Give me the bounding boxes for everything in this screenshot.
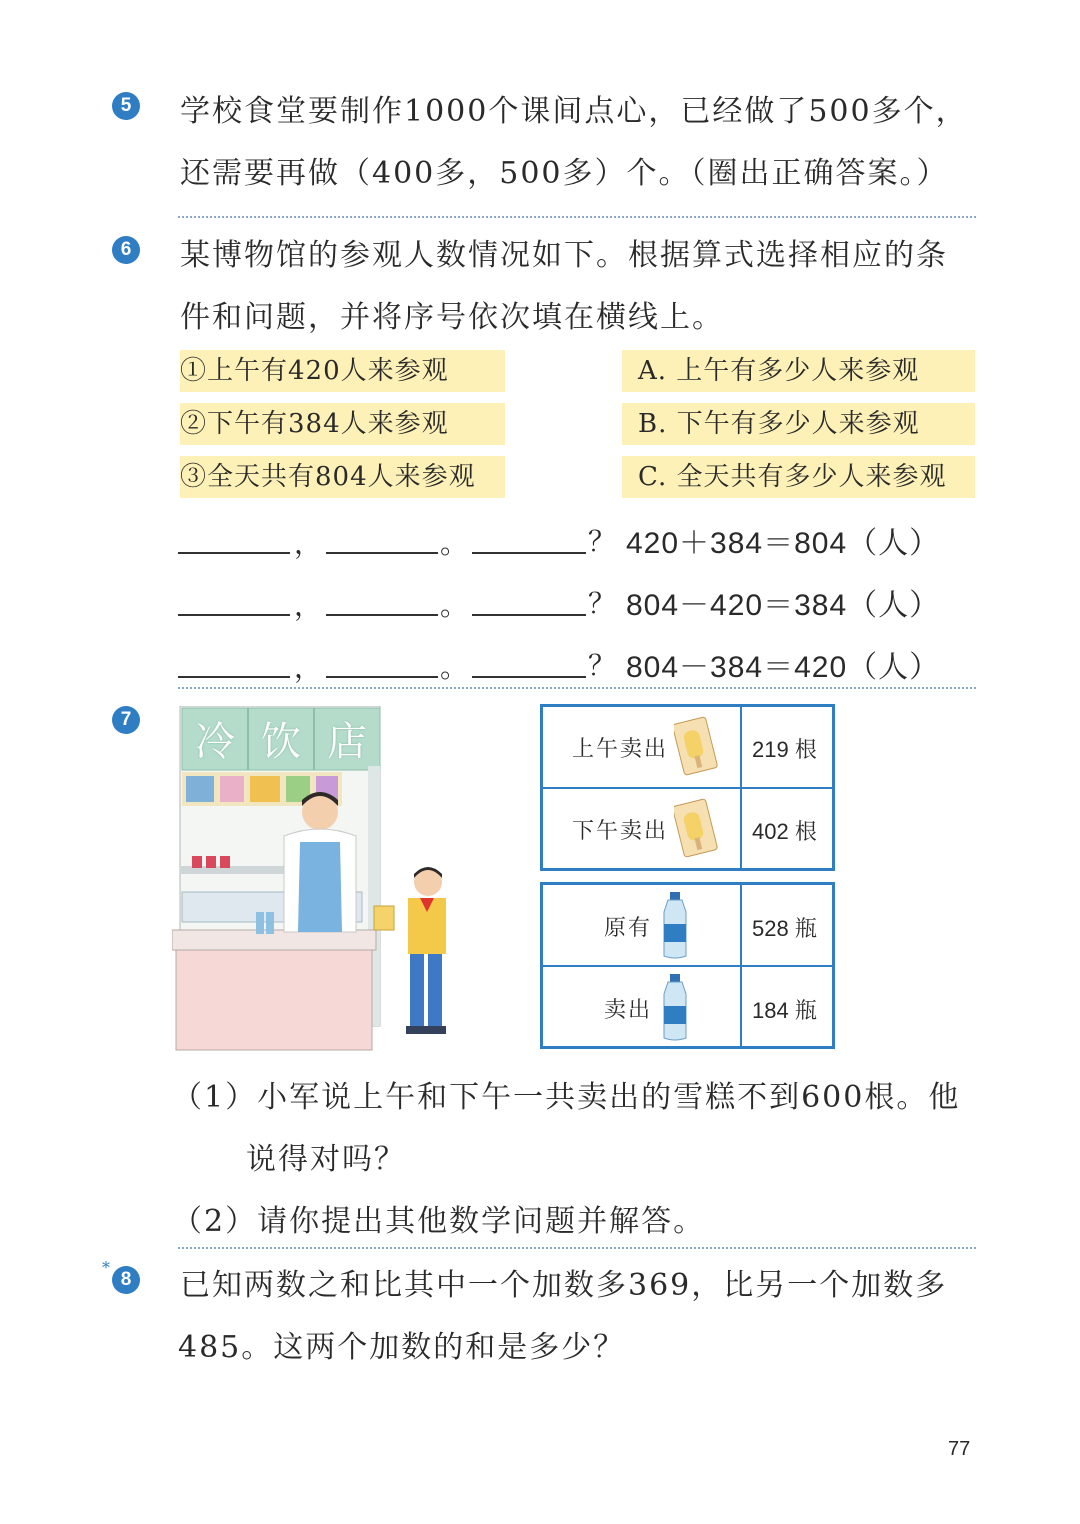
- row-value: 184 瓶: [752, 998, 817, 1023]
- q5-text-line1: 学校食堂要制作1000个课间点心，已经做了500多个，: [180, 94, 968, 129]
- period: 。: [440, 589, 469, 622]
- question-A: A. 上午有多少人来参观: [622, 350, 975, 392]
- period: 。: [440, 651, 469, 684]
- row-label: 下午卖出: [572, 819, 669, 844]
- icecream-table: [540, 704, 835, 871]
- divider: [178, 687, 976, 689]
- q8-text-line1: 已知两数之和比其中一个加数多369，比另一个加数多: [180, 1268, 948, 1303]
- divider: [178, 1247, 976, 1249]
- shop-sign-char: 冷: [195, 719, 235, 765]
- q6-text-line2: 件和问题，并将序号依次填在横线上。: [180, 300, 724, 335]
- row-value: 219 根: [752, 737, 817, 762]
- answer-blank[interactable]: [326, 552, 438, 554]
- shop-sign-char: 店: [327, 719, 367, 765]
- q7-sub2: （2）请你提出其他数学问题并解答。: [172, 1204, 706, 1239]
- row-label: 上午卖出: [572, 737, 669, 762]
- question-C: C. 全天共有多少人来参观: [622, 456, 975, 498]
- comma: ，: [294, 589, 323, 622]
- shop-illustration: [172, 706, 454, 1052]
- row-value: 402 根: [752, 819, 817, 844]
- answer-blank[interactable]: [178, 614, 290, 616]
- q5-text-line2: 还需要再做（400多，500多）个。（圈出正确答案。）: [180, 156, 949, 191]
- question-mark: ？: [588, 649, 617, 682]
- question-mark: ？: [588, 587, 617, 620]
- row-label: 原有: [604, 916, 653, 941]
- q8-text-line2: 485。这两个加数的和是多少？: [178, 1330, 626, 1365]
- water-table: [540, 882, 835, 1049]
- row-label: 卖出: [604, 998, 653, 1023]
- answer-blank[interactable]: [178, 676, 290, 678]
- equation-3: 804－384＝420（人）: [626, 651, 941, 684]
- question-8-badge: 8: [112, 1266, 140, 1294]
- question-7-badge: 7: [112, 706, 140, 734]
- condition-3: ③全天共有804人来参观: [180, 456, 505, 498]
- page-number: 77: [948, 1438, 971, 1460]
- period: 。: [440, 527, 469, 560]
- row-value: 528 瓶: [752, 916, 817, 941]
- equation-1: 420＋384＝804（人）: [626, 527, 941, 560]
- answer-blank[interactable]: [472, 676, 586, 678]
- question-6-badge: 6: [112, 236, 140, 264]
- comma: ，: [294, 527, 323, 560]
- divider: [178, 216, 976, 218]
- answer-blank[interactable]: [178, 552, 290, 554]
- answer-blank[interactable]: [326, 614, 438, 616]
- answer-blank[interactable]: [472, 614, 586, 616]
- popsicle-icon: [674, 716, 718, 778]
- comma: ，: [294, 651, 323, 684]
- water-bottle-icon: [660, 972, 690, 1042]
- shop-sign-char: 饮: [261, 719, 301, 765]
- answer-blank[interactable]: [326, 676, 438, 678]
- condition-2: ②下午有384人来参观: [180, 403, 505, 445]
- q6-text-line1: 某博物馆的参观人数情况如下。根据算式选择相应的条: [180, 238, 948, 273]
- equation-2: 804－420＝384（人）: [626, 589, 941, 622]
- q7-sub1-line2: 说得对吗？: [246, 1142, 406, 1177]
- question-5-badge: 5: [112, 92, 140, 120]
- popsicle-icon: [674, 798, 718, 860]
- question-mark: ？: [588, 525, 617, 558]
- question-B: B. 下午有多少人来参观: [622, 403, 975, 445]
- answer-blank[interactable]: [472, 552, 586, 554]
- condition-1: ①上午有420人来参观: [180, 350, 505, 392]
- q7-sub1-line1: （1）小军说上午和下午一共卖出的雪糕不到600根。他: [172, 1080, 961, 1115]
- challenge-star: *: [102, 1258, 110, 1277]
- water-bottle-icon: [660, 890, 690, 960]
